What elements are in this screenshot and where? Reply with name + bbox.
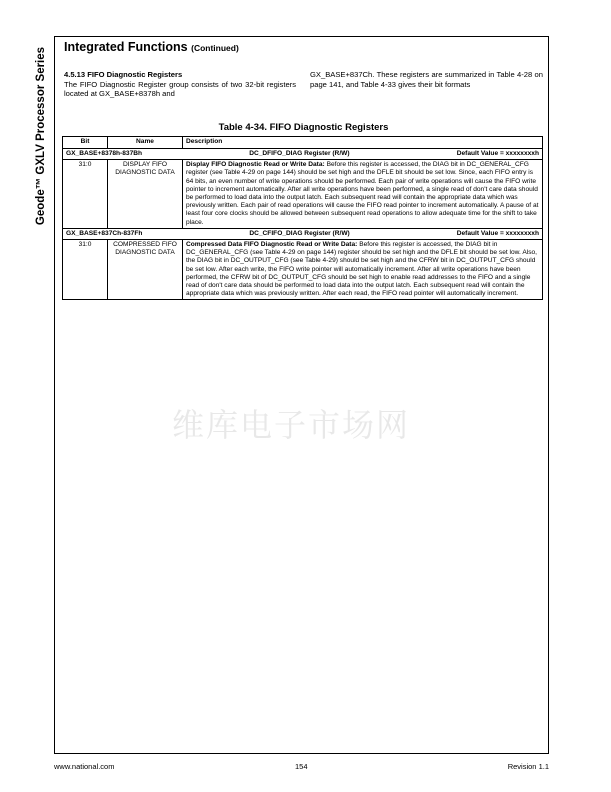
register-address: GX_BASE+837Ch-837Fh: [66, 229, 143, 237]
footer-page-number: 154: [295, 762, 308, 771]
intro-left-text: The FIFO Diagnostic Register group consists of two 32-bit registers located at GX_BASE+8378h and: [64, 79, 296, 99]
register-address: GX_BASE+8378h-837Bh: [66, 150, 143, 157]
column-header-name: Name: [108, 137, 183, 149]
register-default: Default Value = xxxxxxxxh: [456, 150, 539, 157]
intro-right-column: [310, 70, 543, 89]
section-heading: 4.5.13 FIFO Diagnostic Registers: [64, 70, 183, 79]
table-title: Table 4-34. FIFO Diagnostic Registers: [218, 122, 389, 133]
column-header-description: Description: [183, 137, 543, 149]
watermark: 维库电子市场网: [172, 406, 411, 444]
field-name: COMPRESSED FIFO DIAGNOSTIC DATA: [108, 240, 183, 300]
column-header-bit: Bit: [63, 137, 108, 149]
table-row: [63, 160, 543, 229]
field-description-title: Display FIFO Diagnostic Read or Write Data:: [186, 161, 325, 169]
side-title: [30, 36, 52, 236]
field-description-text: Before this register is accessed, the DIAG bit in DC_GENERAL_CFG (see Table 4-29 on page 144) register should be set high and the DFLE bit should be set low. Also, the DIAG bit in DC_OUTPUT_CFG (see Table 4-29) should be set high and the CFRW bit in DC_OUTPUT_CFG should be set low. After each write, the FIFO write pointer will automatically increment. After all write operations have been performed, the CFRW bit of DC_OUTPUT_CFG should be set high to enable read addresses to the FIFO and a single read of don't care data should be performed to load data into the output latch. Each subsequent read will contain the appropriate data which was previously written. After each read, the FIFO read pointer will automatically increment.: [186, 241, 538, 298]
field-name: DISPLAY FIFO DIAGNOSTIC DATA: [108, 160, 183, 229]
field-description-title: Compressed Data FIFO Diagnostic Read or Write Data:: [186, 241, 358, 249]
register-name: DC_DFIFO_DIAG Register (R/W): [249, 150, 350, 157]
register-table: [62, 136, 543, 300]
field-bit: 31:0: [63, 240, 108, 300]
field-description-text: Before this register is accessed, the DIAG bit in DC_GENERAL_CFG register (see Table 4-29 on page 144) should be set high and the DFLE bit should be set low. Since, each FIFO entry is 64 bits, an even number of write operations should be performed. Each pair of write operations will cause the FIFO write pointer to increment automatically. After all write operations have been performed, a single read of don't care data should be performed to load data into the output latch. Each subsequent read will contain the appropriate data which was previously written. Each pair of read operations will cause the FIFO read pointer to increment automatically. A pause of at least four core clocks should be allowed between subsequent read operations to allow adequate time for the shift to take place.: [186, 161, 539, 226]
register-default: Default Value = xxxxxxxxh: [456, 229, 539, 237]
page-title-continued: (Continued): [191, 43, 239, 53]
intro-left-column: [64, 70, 296, 99]
side-title-text: Geode™ GXLV Processor Series: [35, 46, 47, 226]
table-row: [63, 240, 543, 300]
intro-right-text: GX_BASE+837Ch. These registers are summarized in Table 4-28 on page 141, and Table 4-33 gives their bit formats: [310, 70, 543, 89]
table-header-row: [63, 137, 543, 149]
footer-revision: Revision 1.1: [507, 762, 549, 771]
field-description: [183, 240, 543, 300]
register-header-row: [63, 228, 543, 239]
page-title-text: Integrated Functions: [64, 40, 188, 54]
register-name: DC_CFIFO_DIAG Register (R/W): [249, 229, 350, 237]
page-title: [64, 40, 239, 54]
footer-website: www.national.com: [54, 762, 115, 771]
register-header-row: [63, 149, 543, 160]
field-description: [183, 160, 543, 229]
page-frame-bottom: [54, 753, 549, 754]
field-bit: 31:0: [63, 160, 108, 229]
